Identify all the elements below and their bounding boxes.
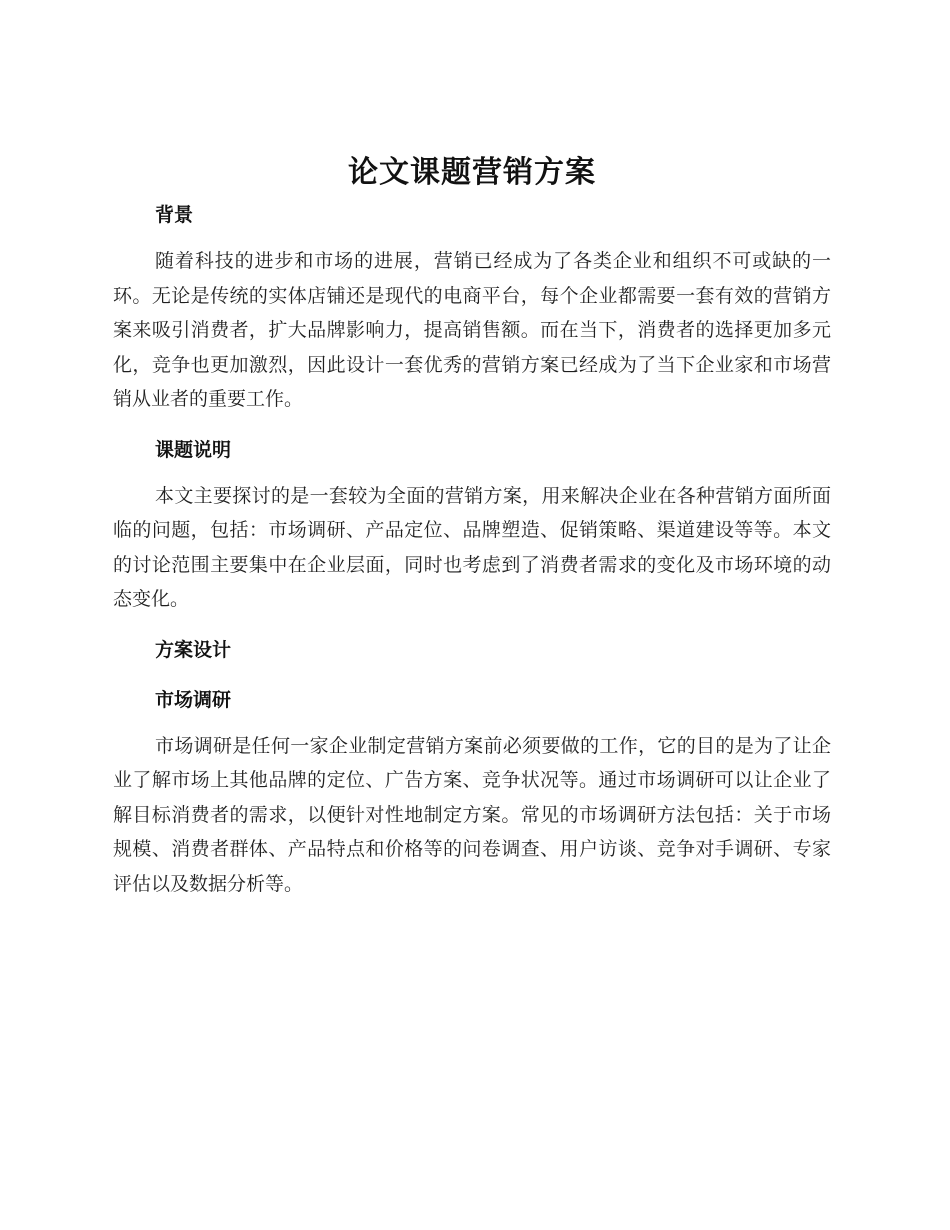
section-heading-market-research: 市场调研 bbox=[155, 688, 232, 711]
document-page bbox=[113, 150, 831, 901]
section-paragraph-market-research: 市场调研是任何一家企业制定营销方案前必须要做的工作，它的目的是为了让企业了解市场上其他品牌的定位、广告方案、竞争状况等。通过市场调研可以让企业了解目标消费者的需求，以便针对性地制定方案。常见的市场调研方法包括：关于市场规模、消费者群体、产品特点和价格等的问卷调查、用户访谈、竞争对手调研、专家评估以及数据分析等。 bbox=[113, 734, 831, 895]
section-heading-design: 方案设计 bbox=[155, 638, 232, 661]
section-paragraph-topic: 本文主要探讨的是一套较为全面的营销方案，用来解决企业在各种营销方面所面临的问题，包括：市场调研、产品定位、品牌塑造、促销策略、渠道建设等等。本文的讨论范围主要集中在企业层面，同时也考虑到了消费者需求的变化及市场环境的动态变化。 bbox=[113, 484, 831, 610]
section-heading-topic: 课题说明 bbox=[155, 438, 232, 461]
section-paragraph-background: 随着科技的进步和市场的进展，营销已经成为了各类企业和组织不可或缺的一环。无论是传统的实体店铺还是现代的电商平台，每个企业都需要一套有效的营销方案来吸引消费者，扩大品牌影响力，提高销售额。而在当下，消费者的选择更加多元化，竞争也更加激烈，因此设计一套优秀的营销方案已经成为了当下企业家和市场营销从业者的重要工作。 bbox=[113, 250, 831, 410]
section-heading-background: 背景 bbox=[155, 204, 194, 226]
document-title: 论文课题营销方案 bbox=[348, 155, 596, 190]
